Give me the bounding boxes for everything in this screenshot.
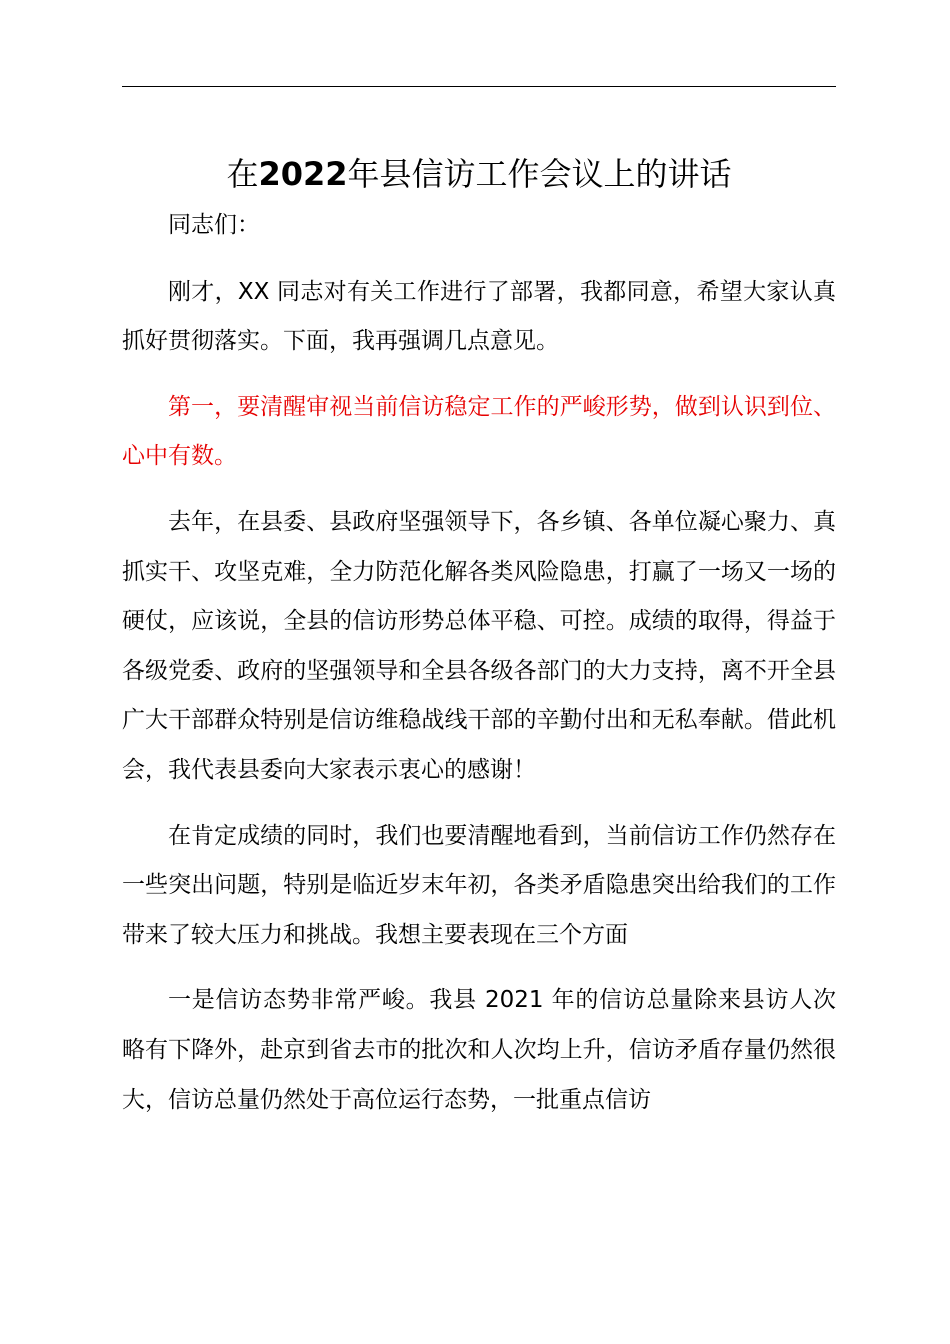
paragraph-point-one: 一是信访态势非常严峻。我县 2021 年的信访总量除来县访人次略有下降外，赴京到省去市的批次和人次均上升，信访矛盾存量仍然很大，信访总量仍然处于高位运行态势，一批重点信访 bbox=[122, 987, 836, 1113]
title-suffix: 年县信访工作会议上的讲话 bbox=[347, 155, 732, 193]
title-year: 2022 bbox=[258, 155, 348, 193]
header-rule bbox=[122, 86, 836, 87]
salutation: 同志们： bbox=[168, 212, 260, 238]
paragraph-heading-first: 第一，要清醒审视当前信访稳定工作的严峻形势，做到认识到位、心中有数。 bbox=[122, 393, 836, 470]
paragraph-intro: 刚才，XX 同志对有关工作进行了部署，我都同意，希望大家认真抓好贯彻落实。下面，我再强调几点意见。 bbox=[122, 278, 836, 355]
title-prefix: 在 bbox=[226, 155, 259, 193]
paragraph-achievements: 去年，在县委、县政府坚强领导下，各乡镇、各单位凝心聚力、真抓实干、攻坚克难，全力防范化解各类风险隐患，打赢了一场又一场的硬仗，应该说，全县的信访形势总体平稳、可控。成绩的取得，得益于各级党委、政府的坚强领导和全县各级各部门的大力支持，离不开全县广大干部群众特别是信访维稳战线干部的辛勤付出和无私奉献。借此机会，我代表县委向大家表示衷心的感谢！ bbox=[122, 508, 836, 783]
paragraph-problems: 在肯定成绩的同时，我们也要清醒地看到，当前信访工作仍然存在一些突出问题，特别是临近岁末年初，各类矛盾隐患突出给我们的工作带来了较大压力和挑战。我想主要表现在三个方面 bbox=[122, 822, 836, 948]
document-title bbox=[122, 148, 836, 200]
document-body bbox=[122, 201, 836, 1141]
